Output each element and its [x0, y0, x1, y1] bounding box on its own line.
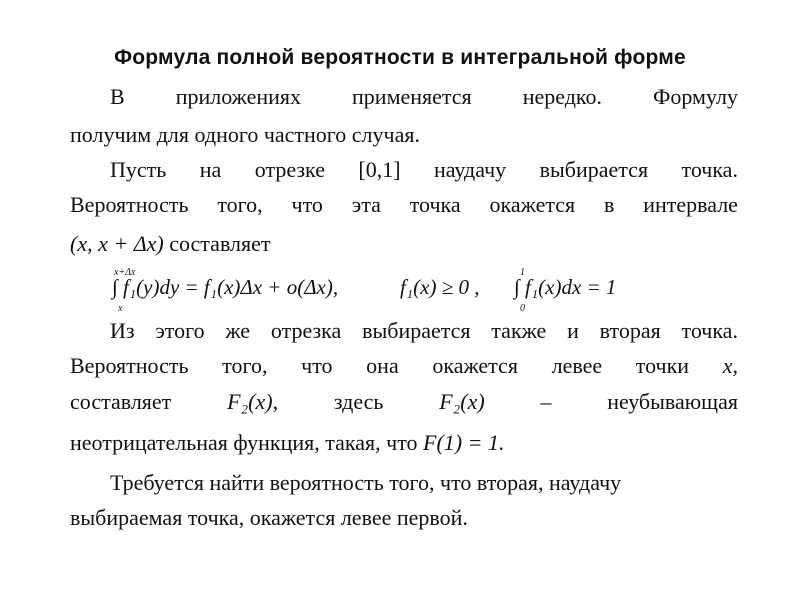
word: составляет [70, 389, 172, 414]
para3-line1 [70, 318, 738, 352]
interval-formula: (x, x + Δx) [70, 231, 164, 256]
word: она [366, 353, 399, 378]
word: и [567, 318, 579, 343]
para3-line3 [70, 389, 738, 423]
word: того, [222, 353, 268, 378]
word: окажется [489, 192, 576, 217]
word: Формулу [652, 84, 738, 109]
integral1-upper-limit: x+Δx [114, 267, 136, 278]
integral1-expression: ∫ f₁(y)dy = f₁(x)Δx + o(Δx), [112, 275, 339, 299]
word: выбирается [362, 318, 471, 343]
word: выбирается [539, 157, 649, 182]
word: в [603, 192, 615, 217]
integral2-lower-limit: 0 [520, 303, 525, 314]
word: точка [409, 192, 461, 217]
word: наудачу [434, 157, 507, 182]
word: Из [110, 318, 135, 343]
word: применяется [352, 84, 472, 109]
word: В [110, 84, 125, 109]
word: окажется [432, 353, 518, 378]
word: здесь [333, 389, 384, 414]
slide-title: Формула полной вероятности в интегральной форме [114, 46, 686, 69]
word: Пусть [110, 157, 167, 182]
f-formula: F(1) = 1. [423, 430, 505, 455]
word: на [199, 157, 222, 182]
para2-line1 [70, 157, 738, 191]
word: этого [155, 318, 205, 343]
para1-line1 [70, 84, 738, 118]
word: точки [635, 353, 690, 378]
word: приложениях [175, 84, 302, 109]
formula-line [110, 265, 710, 315]
word: также [491, 318, 547, 343]
para4-line1 [70, 466, 738, 500]
para4-line2: выбираемая точка, окажется левее первой. [70, 505, 468, 530]
word: что [301, 353, 333, 378]
word: отрезке [254, 157, 325, 182]
word: что [291, 192, 323, 217]
integral2-upper-limit: 1 [520, 267, 525, 278]
word: нередко. [522, 84, 602, 109]
word: левее [551, 353, 603, 378]
word: точка. [681, 157, 738, 182]
word: же [225, 318, 251, 343]
word: того, [217, 192, 263, 217]
word: точка. [681, 318, 738, 343]
integral1-lower-limit: x [118, 303, 123, 314]
para1-line2: получим для одного частного случая. [70, 122, 420, 147]
word: Вероятность [70, 192, 189, 217]
segment-formula: [0,1] [358, 157, 401, 182]
word: неубывающая [607, 389, 738, 414]
word: вторая [599, 318, 661, 343]
f2-formula: F₂(x) [439, 389, 485, 414]
para3-line2 [70, 353, 738, 387]
condition-expression: f₁(x) ≥ 0 , [400, 275, 480, 299]
para2-line3 [70, 227, 738, 261]
f2-formula: F₂(x), [227, 389, 279, 414]
word: составляет [169, 231, 271, 256]
word: x, [722, 353, 738, 378]
para3-line4 [70, 426, 738, 460]
integral2-expression: ∫ f₁(x)dx = 1 [514, 275, 617, 299]
word: – [540, 389, 552, 414]
word: интервале [643, 192, 738, 217]
word: Требуется найти вероятность того, что вторая, наудачу [110, 470, 622, 495]
para2-line2 [70, 192, 738, 226]
word: Вероятность [70, 353, 189, 378]
word: неотрицательная функция, такая, что [70, 430, 418, 455]
word: эта [351, 192, 381, 217]
word: отрезка [270, 318, 342, 343]
